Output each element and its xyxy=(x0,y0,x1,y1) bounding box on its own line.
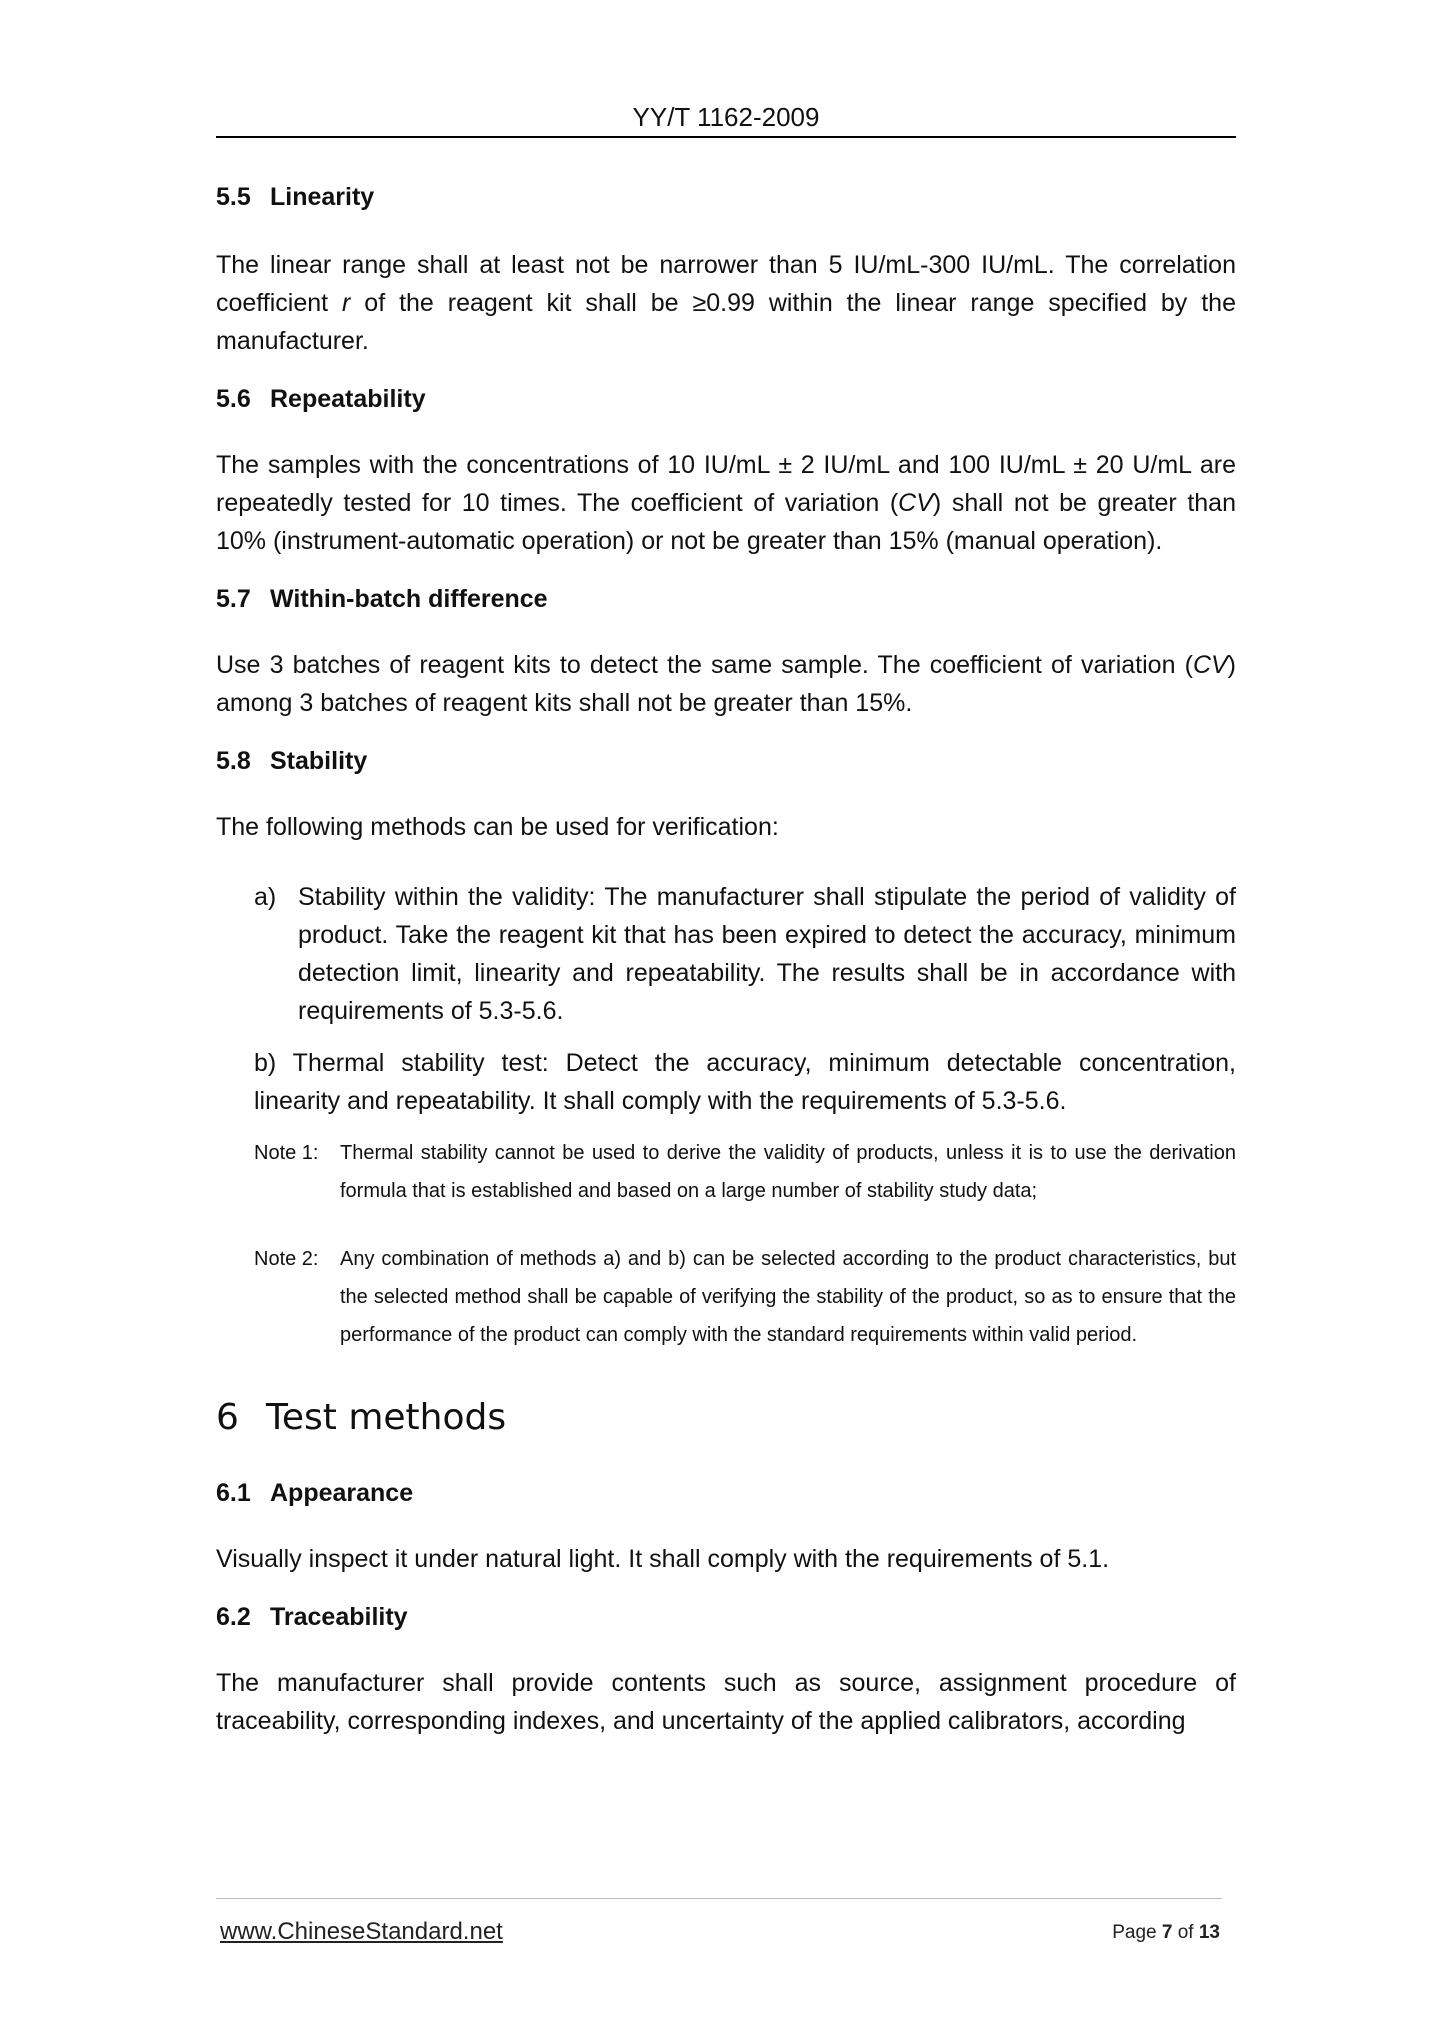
note-text: Thermal stability cannot be used to derive the validity of products, unless it is to use the derivation formula that is established and based on a large number of stability study data; xyxy=(340,1142,1236,1202)
paragraph-appearance: Visually inspect it under natural light. It shall comply with the requirements of 5.1. xyxy=(216,1545,1110,1573)
footer-rule xyxy=(216,1898,1222,1899)
list-item-a xyxy=(216,878,1236,1030)
heading-5-7 xyxy=(216,584,1236,614)
italic-symbol: r xyxy=(342,289,351,317)
footer-website-link[interactable]: www.ChineseStandard.net xyxy=(220,1918,503,1945)
header-rule xyxy=(216,136,1236,138)
section-title: Test methods xyxy=(266,1397,507,1438)
note-2 xyxy=(216,1240,1236,1354)
heading-6 xyxy=(216,1396,1236,1440)
section-title: Repeatability xyxy=(270,385,426,413)
note-label: Note 2: xyxy=(254,1248,319,1270)
standard-code: YY/T 1162-2009 xyxy=(632,102,820,132)
section-title: Appearance xyxy=(270,1479,414,1507)
page-total: 13 xyxy=(1198,1922,1220,1943)
list-item-text: Stability within the validity: The manufacturer shall stipulate the period of validity of product. Take the reagent kit that has been expired to detect the accuracy, minimum detection limit, linearity and repeatability. The results shall be in accordance with requirements of 5.3-5.6. xyxy=(298,883,1236,1025)
paragraph-stability-intro: The following methods can be used for verification: xyxy=(216,813,779,841)
section-number: 6 xyxy=(216,1397,239,1438)
text-segment: ) among 3 batches of reagent kits shall not be greater than 15%. xyxy=(216,651,1236,717)
note-1 xyxy=(216,1134,1236,1210)
heading-6-1 xyxy=(216,1478,1236,1508)
page-current: 7 xyxy=(1161,1922,1173,1943)
page-number xyxy=(1112,1922,1220,1944)
paragraph-repeatability xyxy=(216,446,1236,560)
page-of: of xyxy=(1177,1922,1194,1943)
italic-symbol: CV xyxy=(898,489,933,517)
heading-6-2 xyxy=(216,1602,1236,1632)
paragraph-traceability: The manufacturer shall provide contents such as source, assignment procedure of traceability, corresponding indexes, and uncertainty of the applied calibrators, according xyxy=(216,1669,1236,1735)
note-label: Note 1: xyxy=(254,1142,319,1164)
section-number: 5.5 xyxy=(216,183,251,211)
note-text: Any combination of methods a) and b) can be selected according to the product characteristics, but the selected method shall be capable of verifying the stability of the product, so as to ensure that the performance of the product can comply with the standard requirements within valid period. xyxy=(340,1248,1236,1346)
text-segment: ) shall not be greater than 10% (instrument-automatic operation) or not be greater than 15% (manual operation). xyxy=(216,489,1236,555)
italic-symbol: CV xyxy=(1192,651,1228,679)
section-number: 5.7 xyxy=(216,585,251,613)
list-item-text: Thermal stability test: Detect the accuracy, minimum detectable concentration, linearity and repeatability. It shall comply with the requirements of 5.3-5.6. xyxy=(254,1049,1236,1115)
section-title: Linearity xyxy=(270,183,375,211)
paragraph-linearity xyxy=(216,246,1236,360)
list-marker: b) xyxy=(254,1049,277,1077)
list-item-b xyxy=(216,1044,1236,1120)
text-segment: of the reagent kit shall be ≥0.99 within the linear range specified by the manufacturer. xyxy=(216,289,1236,355)
list-marker: a) xyxy=(254,883,277,911)
section-number: 6.2 xyxy=(216,1603,251,1631)
heading-5-5 xyxy=(216,182,1236,212)
text-segment: The samples with the concentrations of 10 IU/mL ± 2 IU/mL and 100 IU/mL ± 20 U/mL are repeatedly tested for 10 times. The coefficient of variation ( xyxy=(216,451,1236,517)
heading-5-6 xyxy=(216,384,1236,414)
section-title: Stability xyxy=(270,747,368,775)
section-title: Within-batch difference xyxy=(270,585,548,613)
section-title: Traceability xyxy=(270,1603,408,1631)
text-segment: Use 3 batches of reagent kits to detect the same sample. The coefficient of variation ( xyxy=(216,651,1193,679)
section-number: 5.8 xyxy=(216,747,251,775)
page-word: Page xyxy=(1112,1922,1157,1943)
text-segment: The linear range shall at least not be narrower than 5 IU/mL-300 IU/mL. The correlation coefficient xyxy=(216,251,1236,317)
section-number: 6.1 xyxy=(216,1479,251,1507)
page-content xyxy=(216,170,1236,1740)
heading-5-8 xyxy=(216,746,1236,776)
paragraph-within-batch xyxy=(216,646,1236,722)
section-number: 5.6 xyxy=(216,385,251,413)
